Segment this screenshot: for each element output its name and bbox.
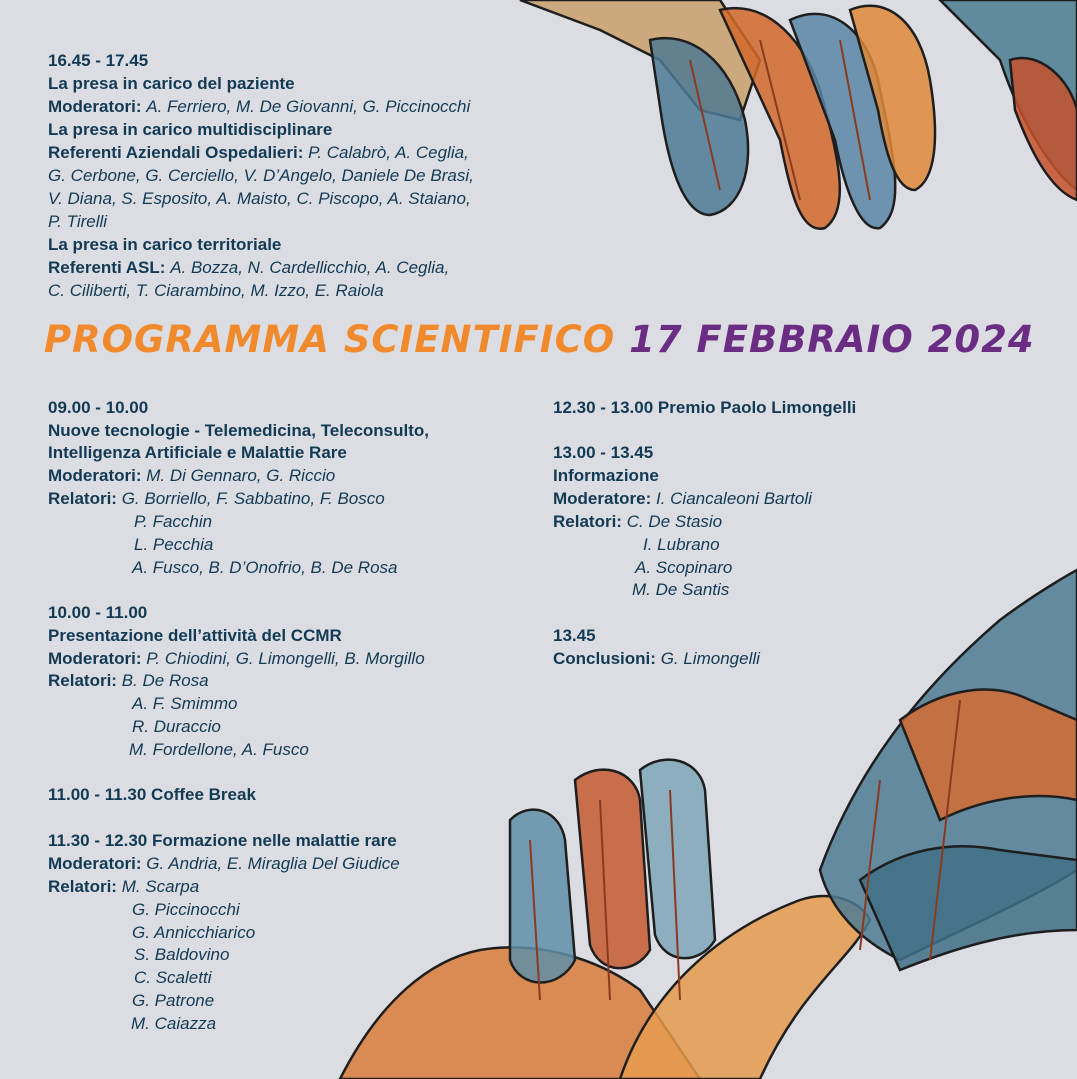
conclusions-label: Conclusioni: bbox=[553, 649, 656, 668]
speaker-name: C. De Stasio bbox=[626, 512, 723, 531]
speakers-label: Relatori: bbox=[48, 671, 117, 690]
session-time: 09.00 - 10.00 bbox=[48, 398, 149, 417]
session-time: 13.45 bbox=[553, 626, 596, 645]
moderators-line bbox=[48, 95, 470, 118]
speaker-name: I. Lubrano bbox=[643, 535, 720, 554]
speaker-name: G. Borriello, F. Sabbatino, F. Bosco bbox=[121, 489, 385, 508]
top-hand-illustration bbox=[520, 0, 1077, 229]
speakers-line bbox=[553, 510, 722, 533]
speaker-name: G. Patrone bbox=[132, 991, 215, 1010]
referents-label: Referenti Aziendali Ospedalieri: bbox=[48, 143, 304, 162]
banner-title: PROGRAMMA SCIENTIFICO bbox=[44, 318, 616, 361]
referents-line bbox=[48, 256, 449, 279]
speaker-name: L. Pecchia bbox=[134, 535, 214, 554]
coffee-break: 11.00 - 11.30 Coffee Break bbox=[48, 785, 256, 804]
moderators-line bbox=[48, 852, 400, 875]
moderators-names: P. Chiodini, G. Limongelli, B. Morgillo bbox=[146, 649, 425, 668]
speakers-line bbox=[48, 669, 209, 692]
referents-names: C. Ciliberti, T. Ciarambino, M. Izzo, E. Raiola bbox=[48, 281, 384, 300]
moderators-names: A. Ferriero, M. De Giovanni, G. Piccinocchi bbox=[146, 97, 471, 116]
session-title: Nuove tecnologie - Telemedicina, Teleconsulto, bbox=[48, 421, 429, 440]
moderators-names: M. Di Gennaro, G. Riccio bbox=[146, 466, 336, 485]
moderators-label: Moderatore: bbox=[553, 489, 652, 508]
referents-names: P. Calabrò, A. Ceglia, bbox=[308, 143, 469, 162]
speaker-name: M. De Santis bbox=[632, 580, 730, 599]
moderators-label: Moderatori: bbox=[48, 97, 142, 116]
subsession-title: La presa in carico territoriale bbox=[48, 235, 282, 254]
session-title: 11.30 - 12.30 Formazione nelle malattie rare bbox=[48, 831, 397, 850]
moderators-line bbox=[553, 487, 812, 510]
conclusions-line bbox=[553, 647, 760, 670]
speaker-name: M. Scarpa bbox=[121, 877, 200, 896]
speaker-name: R. Duraccio bbox=[132, 717, 221, 736]
moderators-names: G. Andria, E. Miraglia Del Giudice bbox=[146, 854, 400, 873]
speakers-line bbox=[48, 875, 199, 898]
moderators-label: Moderatori: bbox=[48, 649, 142, 668]
speaker-name: G. Piccinocchi bbox=[132, 900, 240, 919]
session-title: Informazione bbox=[553, 466, 659, 485]
session-title: La presa in carico del paziente bbox=[48, 74, 295, 93]
award-session: 12.30 - 13.00 Premio Paolo Limongelli bbox=[553, 398, 857, 417]
referents-names: P. Tirelli bbox=[48, 212, 108, 231]
speakers-label: Relatori: bbox=[553, 512, 622, 531]
referents-label: Referenti ASL: bbox=[48, 258, 166, 277]
moderators-line bbox=[48, 464, 335, 487]
moderators-label: Moderatori: bbox=[48, 466, 142, 485]
program-banner bbox=[44, 318, 1044, 368]
conclusions-names: G. Limongelli bbox=[660, 649, 760, 668]
speaker-name: M. Caiazza bbox=[131, 1014, 217, 1033]
speaker-name: S. Baldovino bbox=[134, 945, 230, 964]
subsession-title: La presa in carico multidisciplinare bbox=[48, 120, 333, 139]
speaker-name: P. Facchin bbox=[134, 512, 213, 531]
speakers-label: Relatori: bbox=[48, 489, 117, 508]
speaker-name: M. Fordellone, A. Fusco bbox=[129, 740, 309, 759]
speaker-name: C. Scaletti bbox=[134, 968, 212, 987]
session-title: Presentazione dell’attività del CCMR bbox=[48, 626, 342, 645]
session-title: Intelligenza Artificiale e Malattie Rare bbox=[48, 443, 347, 462]
speakers-line bbox=[48, 487, 385, 510]
speaker-name: A. F. Smimmo bbox=[132, 694, 238, 713]
session-time: 13.00 - 13.45 bbox=[553, 443, 654, 462]
speaker-name: A. Scopinaro bbox=[635, 558, 733, 577]
speaker-name: A. Fusco, B. D’Onofrio, B. De Rosa bbox=[132, 558, 398, 577]
session-time: 10.00 - 11.00 bbox=[48, 603, 148, 622]
referents-names: G. Cerbone, G. Cerciello, V. D’Angelo, Daniele De Brasi, bbox=[48, 166, 474, 185]
moderators-names: I. Ciancaleoni Bartoli bbox=[655, 489, 812, 508]
speaker-name: B. De Rosa bbox=[121, 671, 209, 690]
speakers-label: Relatori: bbox=[48, 877, 117, 896]
session-time: 16.45 - 17.45 bbox=[48, 51, 149, 70]
speaker-name: G. Annicchiarico bbox=[132, 923, 256, 942]
referents-line bbox=[48, 141, 469, 164]
banner-date: 17 FEBBRAIO 2024 bbox=[629, 318, 1035, 361]
referents-names: A. Bozza, N. Cardellicchio, A. Ceglia, bbox=[170, 258, 450, 277]
moderators-line bbox=[48, 647, 425, 670]
moderators-label: Moderatori: bbox=[48, 854, 142, 873]
referents-names: V. Diana, S. Esposito, A. Maisto, C. Piscopo, A. Staiano, bbox=[48, 189, 471, 208]
